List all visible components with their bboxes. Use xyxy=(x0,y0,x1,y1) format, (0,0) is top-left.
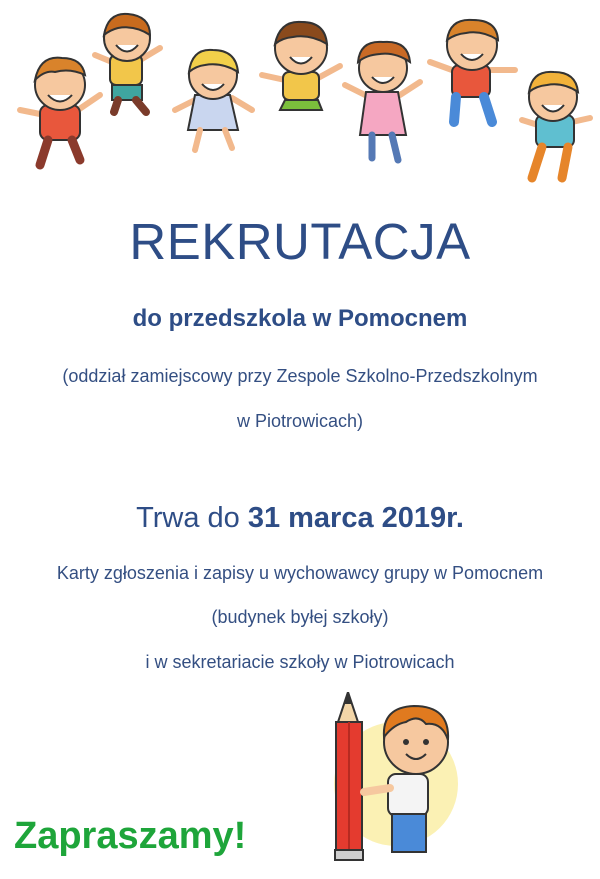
child-figure xyxy=(262,22,340,110)
child-figure xyxy=(430,20,515,122)
info-line-1: Karty zgłoszenia i zapisy u wychowawcy grupy w Pomocnem xyxy=(56,563,544,583)
info-line-2: (budynek byłej szkoły) xyxy=(211,607,389,627)
deadline-date: 31 marca 2019r. xyxy=(247,502,464,534)
branch-note-line-2: w Piotrowicach) xyxy=(236,411,364,431)
child-figure xyxy=(345,42,420,160)
deadline-prefix: Trwa do xyxy=(136,502,240,534)
branch-note-line-1: (oddział zamiejscowy przy Zespole Szkolno-Przedszkolnym xyxy=(62,366,538,386)
info-line-3: i w sekretariacie szkoły w Piotrowicach xyxy=(145,652,455,672)
poster-title: REKRUTACJA xyxy=(129,213,471,270)
child-figure xyxy=(175,50,252,150)
deadline-line xyxy=(0,502,600,535)
child-figure xyxy=(20,58,100,165)
invitation-text: Zapraszamy! xyxy=(14,815,247,857)
poster-subtitle: do przedszkola w Pomocnem xyxy=(132,305,468,332)
jumping-children-illustration xyxy=(0,0,600,190)
child-with-pencil-illustration xyxy=(326,692,466,862)
child-figure xyxy=(95,14,160,112)
child-figure xyxy=(522,72,590,178)
